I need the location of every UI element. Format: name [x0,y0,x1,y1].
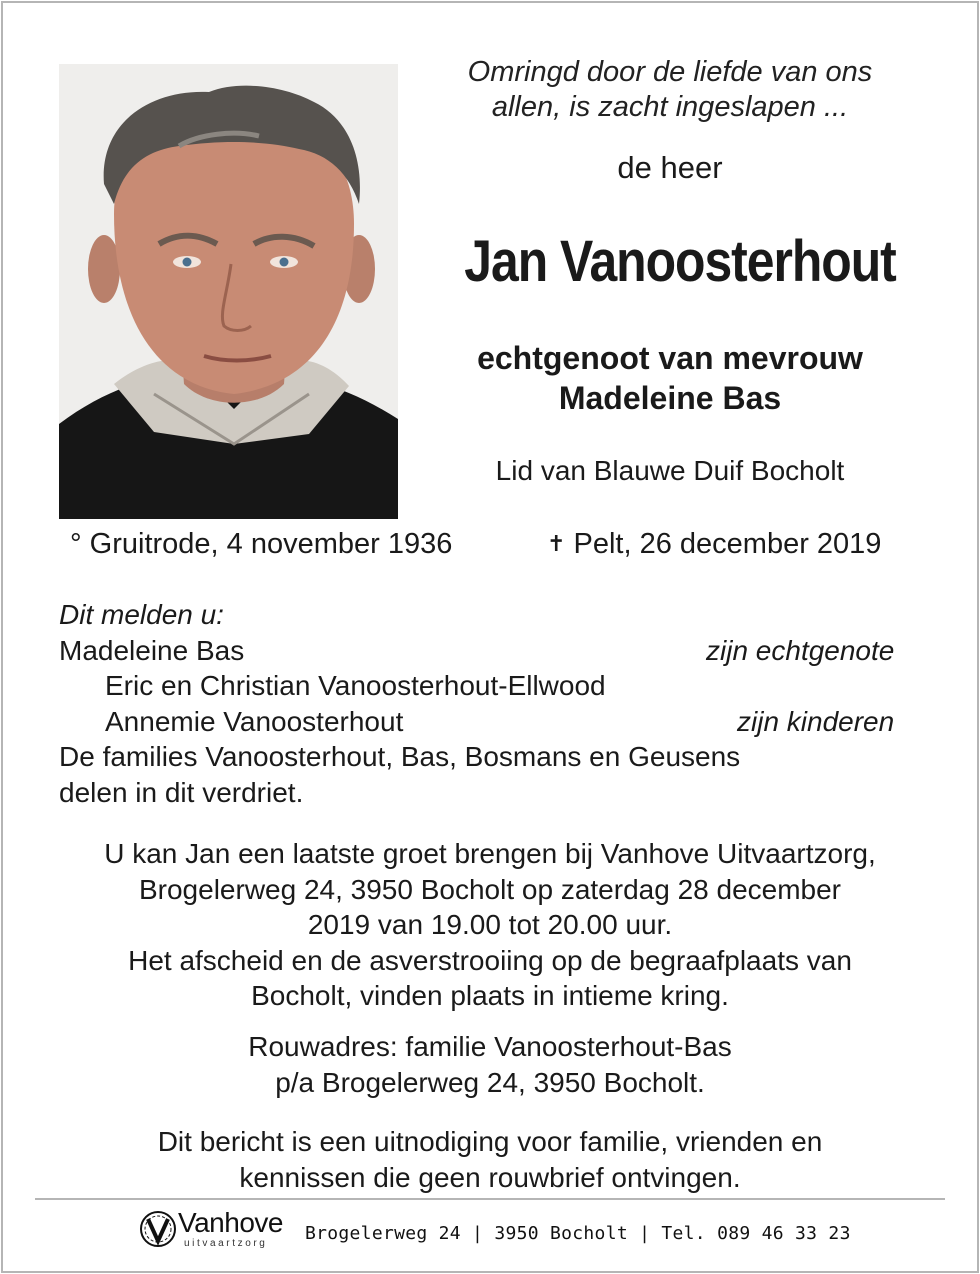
announcer-relation: zijn echtgenote [706,634,895,666]
spouse-line: echtgenoot van mevrouw [477,340,863,376]
footer-divider [35,1198,945,1200]
logo-name: Vanhove [178,1207,283,1238]
footer-address: Brogelerweg 24 | 3950 Bocholt | Tel. 089 46 33 23 [305,1223,851,1244]
announcers [59,597,919,810]
funeral-home-logo [138,1207,298,1251]
intro-line: Omringd door de liefde van ons [467,56,873,88]
spouse-info [420,338,920,418]
invitation-note [40,1124,940,1195]
mourning-address [40,1029,940,1100]
membership: Lid van Blauwe Duif Bocholt [495,455,845,486]
announcer-name: Madeleine Bas [59,634,245,666]
visitation-line: Bocholt, vinden plaats in intieme kring. [251,980,729,1011]
announcers-heading: Dit melden u: [59,599,224,630]
birth-info: ° Gruitrode, 4 november 1936 [70,528,453,560]
intro-line: allen, is zacht ingeslapen ... [491,91,849,123]
list-item: delen in dit verdriet. [59,776,304,808]
visitation-line: U kan Jan een laatste groet brengen bij Vanhove Uitvaartzorg, [104,838,876,869]
visitation-line: Het afscheid en de asverstrooiing op de begraafplaats van [128,944,852,976]
deceased-name: Jan Vanoosterhout [464,229,896,294]
logo-subtitle: uitvaartzorg [184,1238,268,1249]
announcer-name: Annemie Vanoosterhout [105,705,404,737]
announcer-name: Eric en Christian Vanoosterhout-Ellwood [105,670,606,701]
note-line: Dit bericht is een uitnodiging voor familie, vrienden en [157,1126,823,1157]
address-line: p/a Brogelerweg 24, 3950 Bocholt. [275,1066,705,1098]
visitation-info [40,836,940,1014]
announcer-relation: zijn kinderen [737,705,895,737]
death-info [547,528,881,561]
visitation-line: Brogelerweg 24, 3950 Bocholt op zaterdag 28 december [138,873,842,905]
intro-text [420,55,920,125]
death-text: Pelt, 26 december 2019 [573,528,882,560]
visitation-line: 2019 van 19.00 tot 20.00 uur. [307,909,673,940]
list-item [59,668,919,704]
cross-icon: ✝ [547,531,566,556]
vanhove-logo-icon [138,1207,178,1251]
note-line: kennissen die geen rouwbrief ontvingen. [239,1161,741,1193]
portrait-photo [59,64,398,519]
list-item [59,704,919,740]
address-line: Rouwadres: familie Vanoosterhout-Bas [248,1031,732,1062]
list-item [59,633,919,669]
title-prefix: de heer [617,150,723,185]
list-item: De families Vanoosterhout, Bas, Bosmans en Geusens [59,741,741,772]
spouse-name: Madeleine Bas [558,380,782,416]
